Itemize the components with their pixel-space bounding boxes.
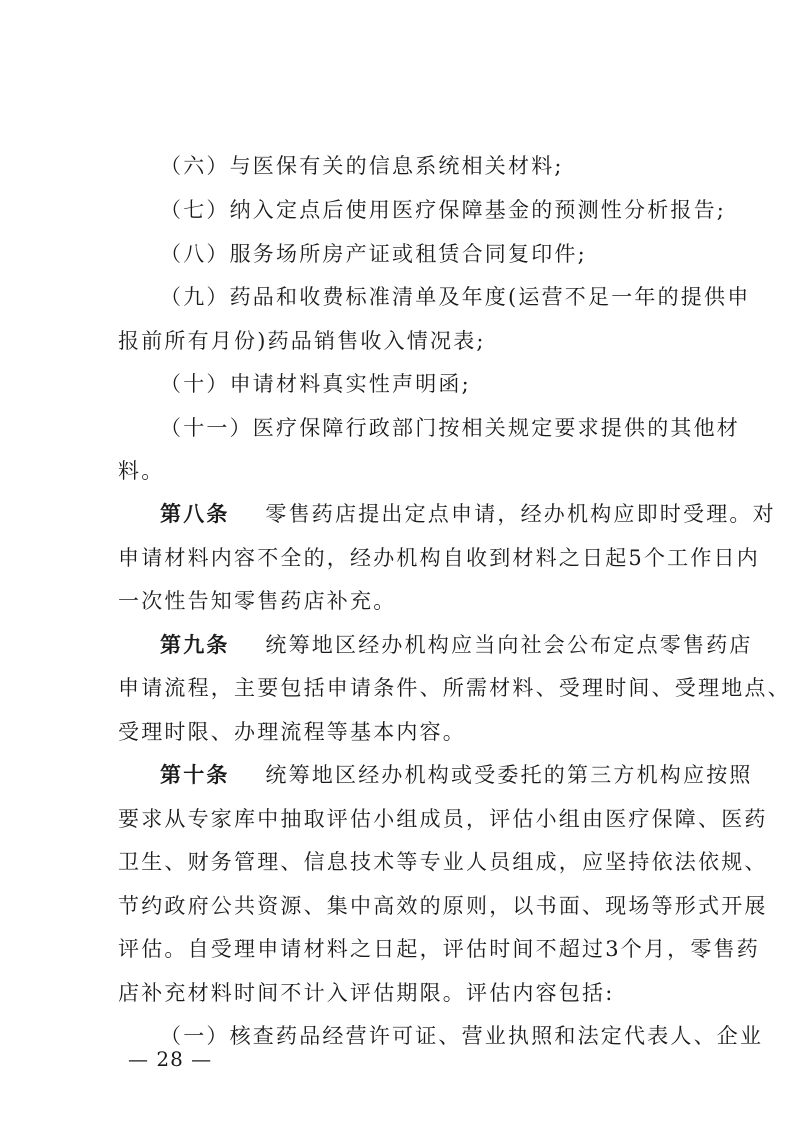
article-9-line-2: 申请流程，主要包括申请条件、所需材料、受理时间、受理地点、 xyxy=(118,676,791,700)
article-9-first-line xyxy=(160,631,753,659)
list-item-6: （六）与医保有关的信息系统相关材料; xyxy=(160,154,564,178)
article-8-first-line xyxy=(160,500,776,528)
article-8-text: 零售药店提出定点申请，经办机构应即时受理。对 xyxy=(265,502,776,526)
page-number: — 28 — xyxy=(128,1047,213,1071)
article-8-label: 第八条 xyxy=(160,502,230,526)
list-item-9-continued: 报前所有月份)药品销售收入情况表; xyxy=(118,329,486,353)
article-9-label: 第九条 xyxy=(160,633,230,657)
article-9-text: 统筹地区经办机构应当向社会公布定点零售药店 xyxy=(265,633,753,657)
list-item-7: （七）纳入定点后使用医疗保障基金的预测性分析报告; xyxy=(160,198,727,222)
article-10-list-item-1: （一）核查药品经营许可证、营业执照和法定代表人、企业 xyxy=(160,1024,764,1048)
list-item-9: （九）药品和收费标准清单及年度(运营不足一年的提供申 xyxy=(160,285,751,309)
article-10-label: 第十条 xyxy=(160,763,230,787)
article-8-line-3: 一次性告知零售药店补充。 xyxy=(118,589,397,613)
list-item-11-continued: 料。 xyxy=(118,459,165,483)
article-10-text: 统筹地区经办机构或受委托的第三方机构应按照 xyxy=(265,763,753,787)
article-10-line-5: 评估。自受理申请材料之日起，评估时间不超过3个月，零售药 xyxy=(118,937,760,961)
article-10-line-2: 要求从专家库中抽取评估小组成员，评估小组由医疗保障、医药 xyxy=(118,807,768,831)
article-10-line-6: 店补充材料时间不计入评估期限。评估内容包括: xyxy=(118,981,615,1005)
list-item-10: （十）申请材料真实性声明函; xyxy=(160,372,471,396)
article-10-first-line xyxy=(160,761,753,789)
article-8-line-2: 申请材料内容不全的，经办机构自收到材料之日起5个工作日内 xyxy=(118,546,760,570)
article-10-line-4: 节约政府公共资源、集中高效的原则，以书面、现场等形式开展 xyxy=(118,894,768,918)
article-9-line-3: 受理时限、办理流程等基本内容。 xyxy=(118,720,466,744)
article-10-line-3: 卫生、财务管理、信息技术等专业人员组成，应坚持依法依规、 xyxy=(118,850,768,874)
list-item-11: （十一）医疗保障行政部门按相关规定要求提供的其他材 xyxy=(160,416,740,440)
list-item-8: （八）服务场所房产证或租赁合同复印件; xyxy=(160,242,587,266)
